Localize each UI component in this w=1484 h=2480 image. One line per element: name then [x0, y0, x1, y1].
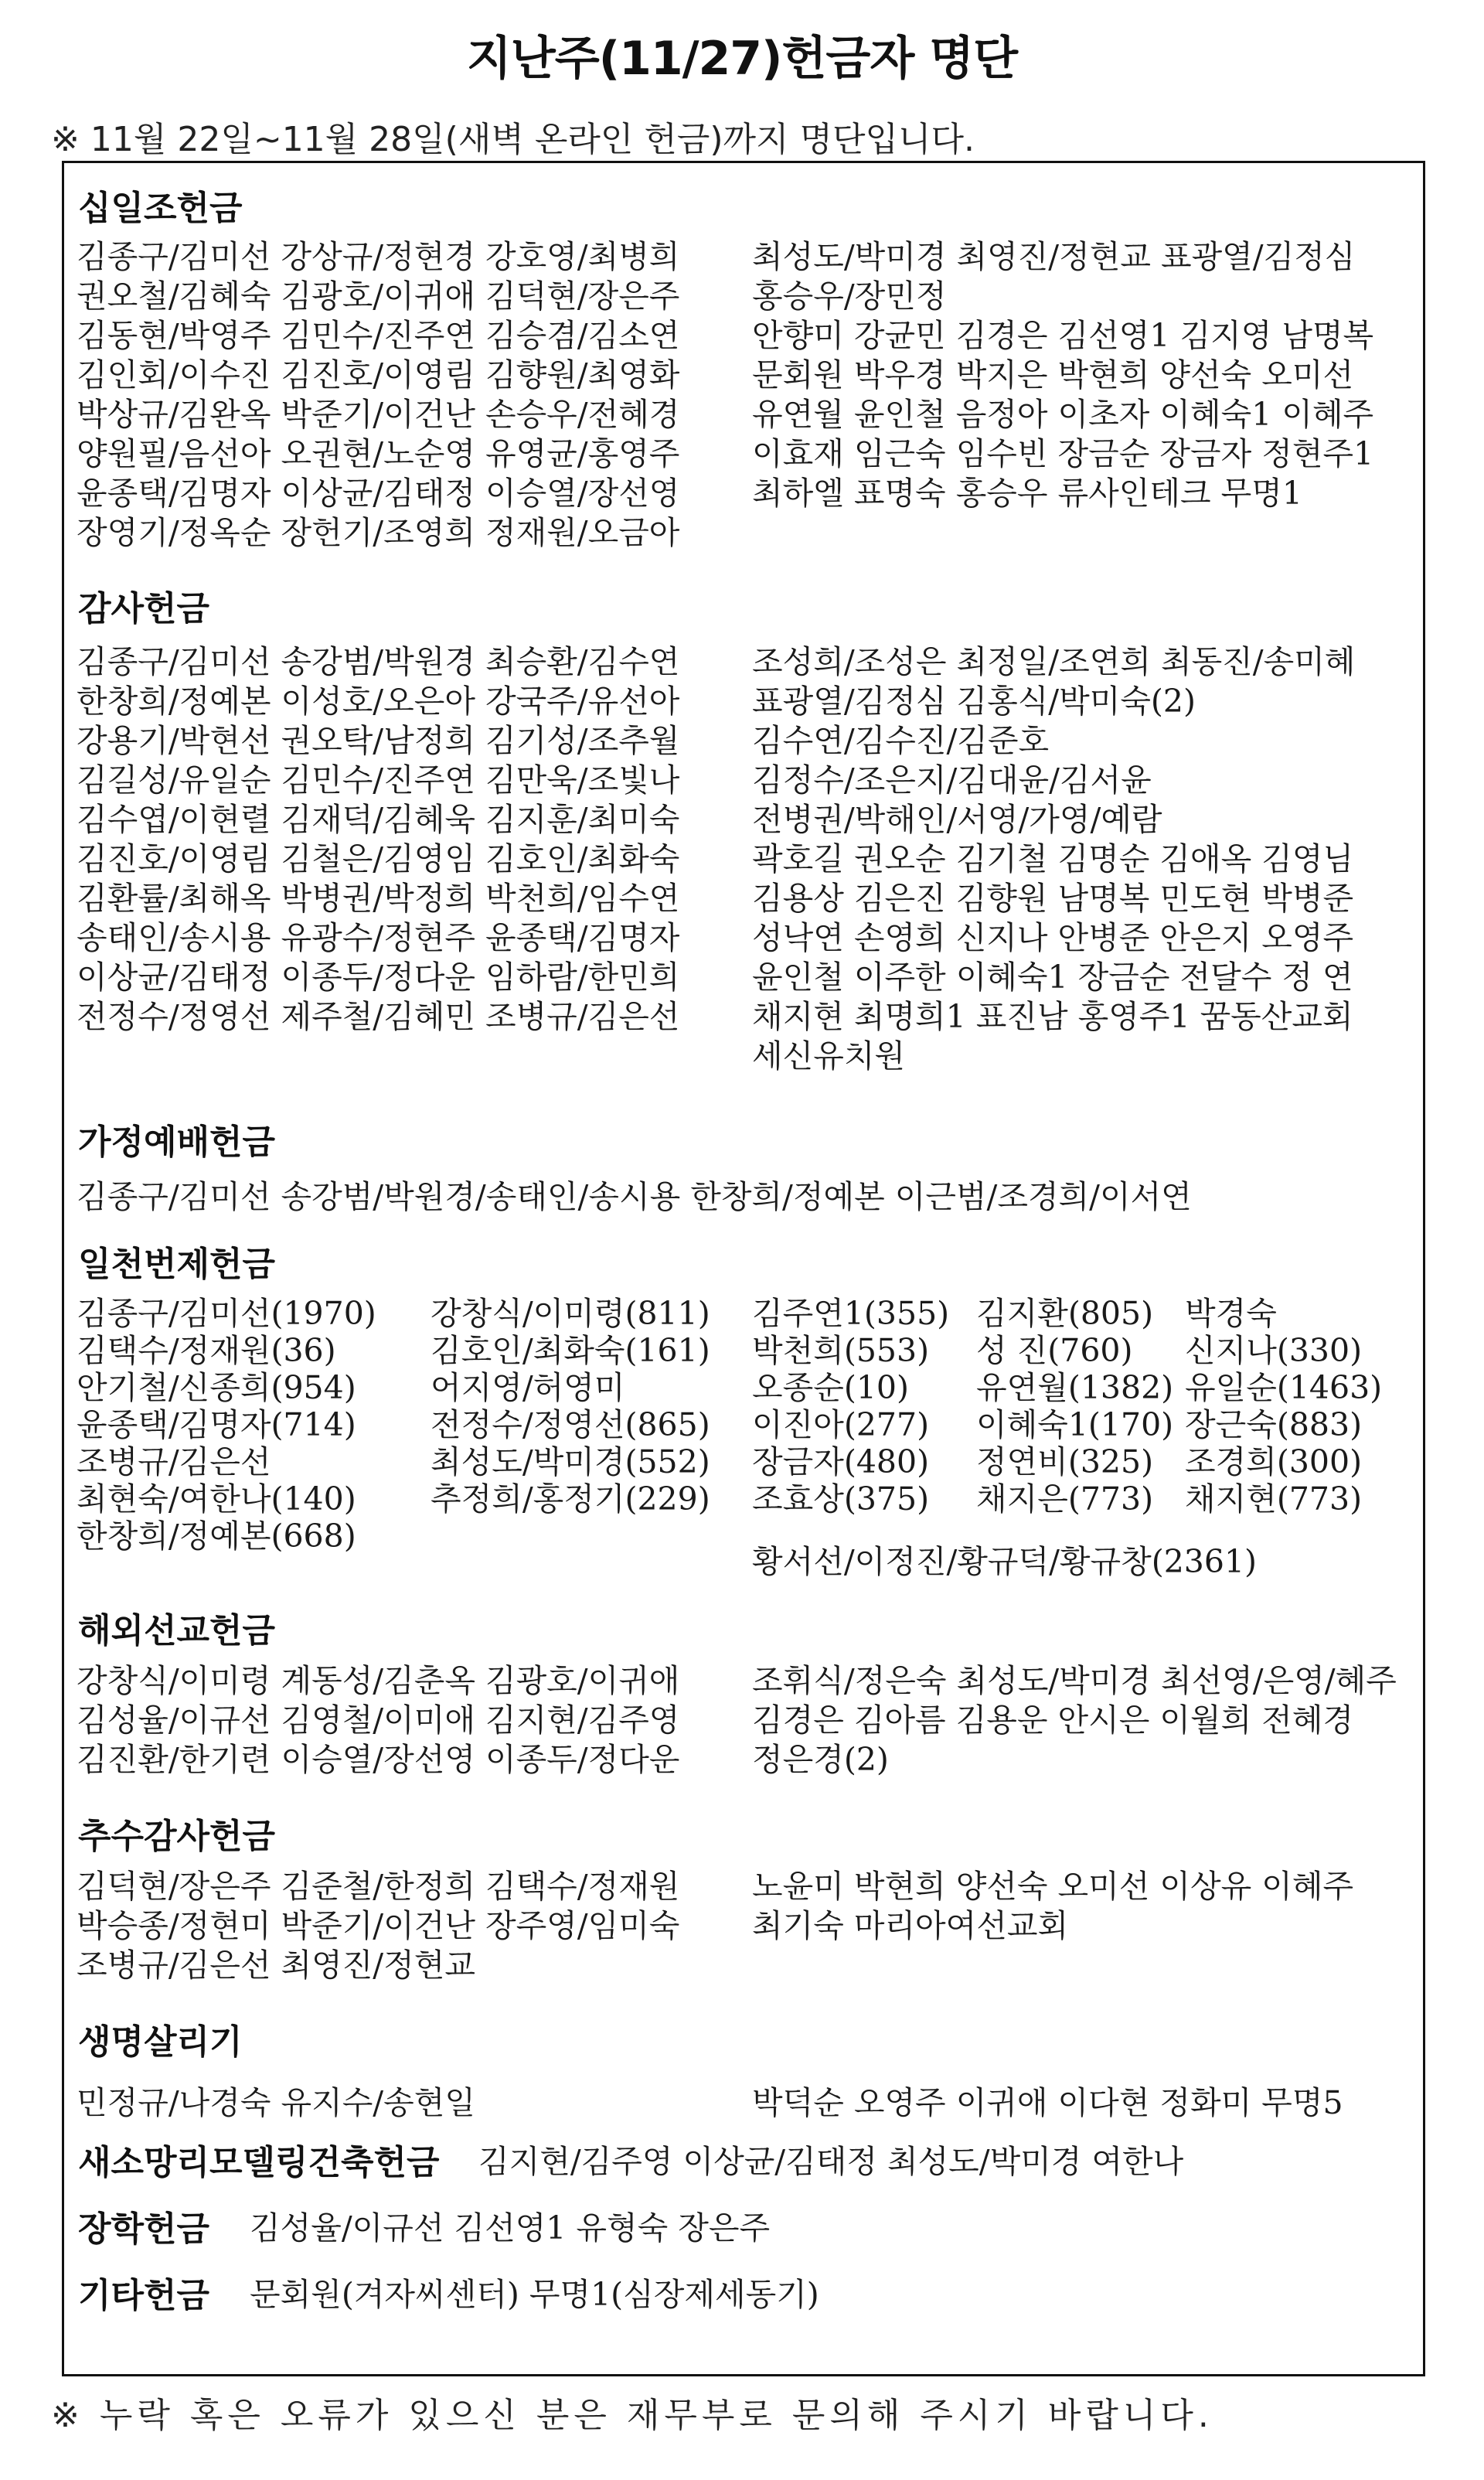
- donor-line: 김정수/조은지/김대윤/김서윤: [752, 761, 1152, 799]
- donor-line: 김덕현/장은주 김준철/한정희 김택수/정재원: [77, 1868, 680, 1905]
- donor-line: 김진호/이영림 김철은/김영임 김호인/최화숙: [77, 840, 680, 877]
- thousandth-column-5: [1185, 1295, 1382, 1518]
- donor-line: 세신유치원: [752, 1037, 906, 1075]
- section-heading-family: 가정예배헌금: [78, 1122, 276, 1162]
- section-heading-thanks: 감사헌금: [78, 589, 210, 629]
- scholarship-donors: 김성율/이규선 김선영1 유형숙 장은주: [250, 2209, 771, 2247]
- donor-line: 정연비(325): [976, 1443, 1154, 1480]
- donor-line: 박경숙: [1185, 1295, 1277, 1332]
- donor-line: 김경은 김아름 김용운 안시은 이월희 전혜경: [752, 1702, 1354, 1739]
- donor-line: 전정수/정영선 제주철/김혜민 조병규/김은선: [77, 998, 680, 1035]
- section-heading-tithe: 십일조헌금: [78, 189, 243, 228]
- section-heading-mission: 해외선교헌금: [78, 1611, 276, 1650]
- donor-line: 어지영/허영미: [431, 1369, 625, 1406]
- donor-line: 최성도/박미경 최영진/정현교 표광열/김정심: [752, 238, 1356, 275]
- donor-line: 장금자(480): [752, 1443, 930, 1480]
- donor-list-frame: [62, 161, 1425, 2376]
- donor-line: 권오철/김혜숙 김광호/이귀애 김덕현/장은주: [77, 278, 680, 315]
- donor-line: 조효상(375): [752, 1480, 930, 1518]
- tithe-right-column: [752, 237, 1373, 513]
- section-heading-life: 생명살리기: [78, 2022, 243, 2062]
- donor-line: 장근숙(883): [1185, 1406, 1363, 1443]
- donor-line: 김택수/정재원(36): [77, 1332, 336, 1369]
- donor-line: 강용기/박현선 권오탁/남정희 김기성/조추월: [77, 722, 680, 759]
- mission-left-column: [77, 1661, 679, 1780]
- donor-line: 조성희/조성은 최정일/조연희 최동진/송미혜: [752, 643, 1356, 680]
- donor-line: 김종구/김미선 송강범/박원경 최승환/김수연: [77, 643, 680, 680]
- donor-line: 채지현 최명희1 표진남 홍영주1 꿈동산교회: [752, 998, 1353, 1035]
- mission-right-column: [752, 1661, 1397, 1780]
- donor-line: 김용상 김은진 김향원 남명복 민도현 박병준: [752, 880, 1354, 917]
- donor-line: 유연월(1382): [976, 1369, 1174, 1406]
- donor-line: 김수연/김수진/김준호: [752, 722, 1050, 759]
- thousandth-column-2: [431, 1295, 710, 1518]
- life-donors-right: 박덕순 오영주 이귀애 이다현 정화미 무명5: [752, 2084, 1343, 2121]
- donor-line: 조병규/김은선: [77, 1443, 271, 1480]
- donor-line: 성낙연 손영희 신지나 안병준 안은지 오영주: [752, 919, 1354, 956]
- thousandth-column-1: [77, 1295, 376, 1555]
- donor-line: 김주연1(355): [752, 1295, 950, 1332]
- donor-line: 윤종택/김명자(714): [77, 1406, 356, 1443]
- donor-line: 윤종택/김명자 이상균/김태정 이승열/장선영: [77, 475, 680, 512]
- donor-line: 박상규/김완옥 박준기/이건난 손승우/전혜경: [77, 396, 680, 433]
- donor-line: 김지환(805): [976, 1295, 1154, 1332]
- family-donors: 김종구/김미선 송강범/박원경/송태인/송시용 한창희/정예본 이근범/조경희/이서연: [77, 1178, 1192, 1215]
- section-heading-thousandth: 일천번제헌금: [78, 1245, 276, 1284]
- donor-line: 김길성/유일순 김민수/진주연 김만욱/조빛나: [77, 761, 680, 799]
- thanks-right-column: [752, 642, 1355, 1076]
- donor-line: 김성율/이규선 김영철/이미애 김지현/김주영: [77, 1702, 680, 1739]
- page-subtitle: ※ 11월 22일~11월 28일(새벽 온라인 헌금)까지 명단입니다.: [51, 120, 975, 159]
- donor-line: 박천희(553): [752, 1332, 930, 1369]
- tithe-left-column: [77, 237, 679, 553]
- donor-line: 안향미 강균민 김경은 김선영1 김지영 남명복: [752, 317, 1374, 354]
- section-heading-building: 새소망리모델링건축헌금: [78, 2143, 440, 2182]
- donor-line: 김호인/최화숙(161): [431, 1332, 710, 1369]
- section-heading-scholarship: 장학헌금: [78, 2209, 210, 2249]
- page-title: 지난주(11/27)헌금자 명단: [466, 32, 1018, 86]
- footer-note: ※ 누락 혹은 오류가 있으신 분은 재무부로 문의해 주시기 바랍니다.: [51, 2396, 1213, 2435]
- donor-line: 곽호길 권오순 김기철 김명순 김애옥 김영님: [752, 840, 1354, 877]
- section-heading-harvest: 추수감사헌금: [78, 1817, 276, 1856]
- donor-line: 최하엘 표명숙 홍승우 류사인테크 무명1: [752, 475, 1302, 512]
- donor-line: 전정수/정영선(865): [431, 1406, 710, 1443]
- donor-line: 오종순(10): [752, 1369, 909, 1406]
- life-donors-left: 민정규/나경숙 유지수/송현일: [77, 2084, 475, 2121]
- donor-line: 문회원 박우경 박지은 박현희 양선숙 오미선: [752, 356, 1354, 393]
- donor-line: 최현숙/여한나(140): [77, 1480, 356, 1518]
- donor-line: 한창희/정예본 이성호/오은아 강국주/유선아: [77, 683, 680, 720]
- donor-line: 표광열/김정심 김홍식/박미숙(2): [752, 683, 1196, 720]
- donor-line: 김종구/김미선(1970): [77, 1295, 376, 1332]
- donor-line: 채지현(773): [1185, 1480, 1363, 1518]
- donor-line: 윤인철 이주한 이혜숙1 장금순 전달수 정 연: [752, 959, 1353, 996]
- donor-line: 유일순(1463): [1185, 1369, 1383, 1406]
- donor-line: 박승종/정현미 박준기/이건난 장주영/임미숙: [77, 1907, 680, 1944]
- donor-line: 강창식/이미령 계동성/김춘옥 김광호/이귀애: [77, 1662, 680, 1699]
- donor-line: 이진아(277): [752, 1406, 930, 1443]
- donor-line: 이효재 임근숙 임수빈 장금순 장금자 정현주1: [752, 435, 1374, 472]
- thousandth-column-3: [752, 1295, 949, 1518]
- donor-line: 전병권/박해인/서영/가영/예람: [752, 801, 1162, 838]
- donor-line: 장영기/정옥순 장헌기/조영희 정재원/오금아: [77, 514, 680, 551]
- donor-line: 김동현/박영주 김민수/진주연 김승겸/김소연: [77, 317, 680, 354]
- donor-line: 송태인/송시용 유광수/정현주 윤종택/김명자: [77, 919, 680, 956]
- thousandth-extra-line: 황서선/이정진/황규덕/황규창(2361): [752, 1543, 1258, 1580]
- donor-line: 신지나(330): [1185, 1332, 1363, 1369]
- thanks-left-column: [77, 642, 679, 1037]
- donor-line: 조병규/김은선 최영진/정현교: [77, 1947, 475, 1984]
- donor-line: 유연월 윤인철 음정아 이초자 이혜숙1 이혜주: [752, 396, 1374, 433]
- donor-line: 최기숙 마리아여선교회: [752, 1907, 1069, 1944]
- harvest-left-column: [77, 1867, 679, 1985]
- other-donors: 문회원(겨자씨센터) 무명1(심장제세동기): [250, 2276, 819, 2313]
- donor-line: 노윤미 박현희 양선숙 오미선 이상유 이혜주: [752, 1868, 1354, 1905]
- donor-line: 채지은(773): [976, 1480, 1154, 1518]
- donor-line: 최성도/박미경(552): [431, 1443, 710, 1480]
- donor-line: 조경희(300): [1185, 1443, 1363, 1480]
- donor-line: 조휘식/정은숙 최성도/박미경 최선영/은영/혜주: [752, 1662, 1397, 1699]
- donor-line: 안기철/신종희(954): [77, 1369, 356, 1406]
- donor-line: 강창식/이미령(811): [431, 1295, 710, 1332]
- donor-line: 홍승우/장민정: [752, 278, 947, 315]
- donor-line: 이혜숙1(170): [976, 1406, 1174, 1443]
- donor-line: 성 진(760): [976, 1332, 1133, 1369]
- donor-line: 정은경(2): [752, 1741, 889, 1778]
- section-heading-other: 기타헌금: [78, 2276, 210, 2315]
- donor-line: 김인회/이수진 김진호/이영림 김향원/최영화: [77, 356, 680, 393]
- thousandth-column-4: [976, 1295, 1173, 1518]
- harvest-right-column: [752, 1867, 1353, 1946]
- donor-line: 양원필/음선아 오권현/노순영 유영균/홍영주: [77, 435, 680, 472]
- donor-line: 한창희/정예본(668): [77, 1518, 356, 1555]
- donor-line: 김종구/김미선 강상규/정현경 강호영/최병희: [77, 238, 680, 275]
- donor-line: 김수엽/이현렬 김재덕/김혜욱 김지훈/최미숙: [77, 801, 680, 838]
- donor-line: 이상균/김태정 이종두/정다운 임하람/한민희: [77, 959, 680, 996]
- donor-line: 추정희/홍정기(229): [431, 1480, 710, 1518]
- donor-line: 김진환/한기련 이승열/장선영 이종두/정다운: [77, 1741, 680, 1778]
- building-donors: 김지현/김주영 이상균/김태정 최성도/박미경 여한나: [478, 2143, 1184, 2180]
- donor-line: 김환률/최해옥 박병권/박정희 박천희/임수연: [77, 880, 680, 917]
